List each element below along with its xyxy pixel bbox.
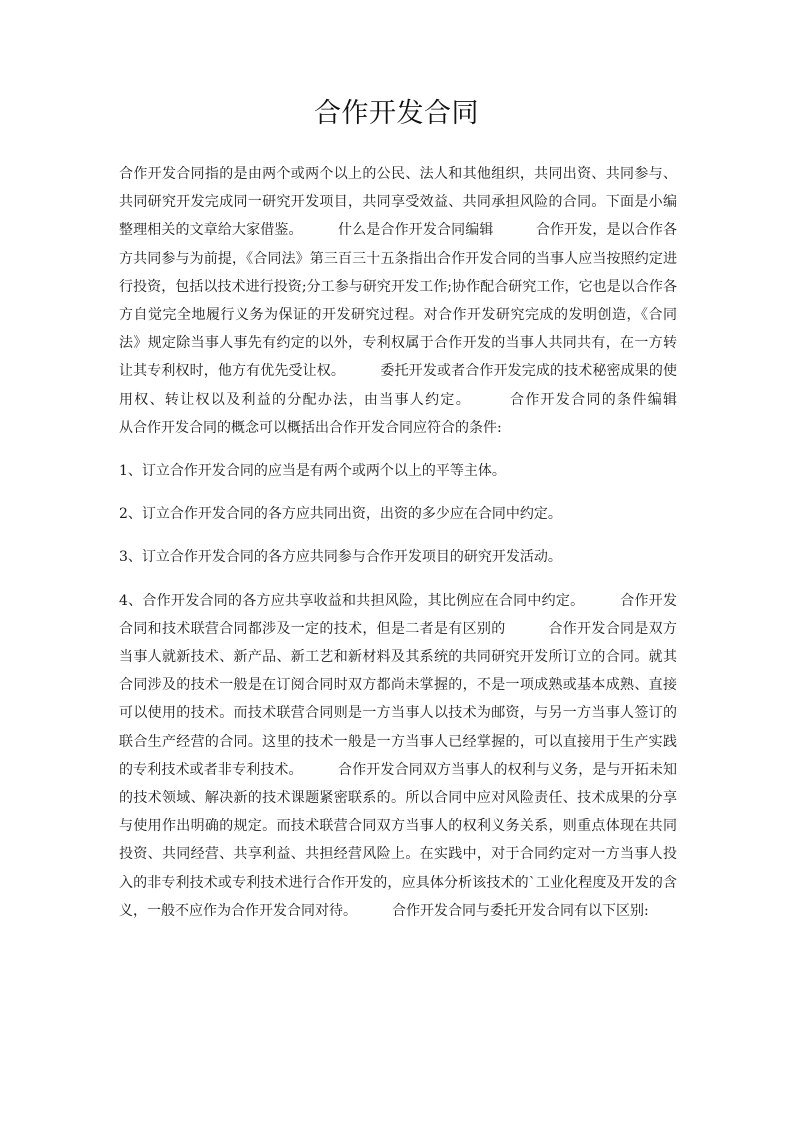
document-body (119, 160, 719, 925)
condition-item-3: 3、订立合作开发合同的各方应共同参与合作开发项目的研究开发活动。 (119, 549, 562, 566)
condition-item-2: 2、订立合作开发合同的各方应共同出资，出资的多少应在合同中约定。 (119, 506, 562, 523)
intro-paragraph: 合作开发合同指的是由两个或两个以上的公民、法人和其他组织，共同出资、共同参与、共同研究开发完成同一研究开发项目，共同享受效益、共同承担风险的合同。下面是小编整理相关的文章给大家借鉴。 什么是合作开发合同编辑 合作开发，是以合作各方共同参与为前提，《合同法》第三百三十五条指出合作开发合同的当事人应当按照约定进行投资，包括以技术进行投资;分工参与研究开发工作;协作配合研究工作，它也是以合作各方自觉完全地履行义务为保证的开发研究过程。对合作开发研究完成的发明创造，《合同法》规定除当事人事先有约定的以外，专利权属于合作开发的当事人共同共有，在一方转让其专利权时，他方有优先受让权。 委托开发或者合作开发完成的技术秘密成果的使用权、转让权以及利益的分配办法，由当事人约定。 合作开发合同的条件编辑 从合作开发合同的概念可以概括出合作开发合同应符合的条件: (119, 166, 719, 436)
condition-item-1: 1、订立合作开发合同的应当是有两个或两个以上的平等主体。 (119, 463, 506, 480)
document-title: 合作开发合同 (314, 98, 479, 129)
condition-item-4: 4、合作开发合同的各方应共享收益和共担风险，其比例应在合同中约定。 合作开发合同和技术联营合同都涉及一定的技术，但是二者是有区别的 合作开发合同是双方当事人就新技术、新产品、新工艺和新材料及其系统的共同研究开发所订立的合同。就其合同涉及的技术一般是在订阅合同时双方都尚未掌握的，不是一项成熟或基本成熟、直接可以使用的技术。而技术联营合同则是一方当事人以技术为邮资，与另一方当事人签订的联合生产经营的合同。这里的技术一般是一方当事人已经掌握的，可以直接用于生产实践的专利技术或者非专利技术。 合作开发合同双方当事人的权利与义务，是与开拓未知的技术领域、解决新的技术课题紧密联系的。所以合同中应对风险责任、技术成果的分享与使用作出明确的规定。而技术联营合同双方当事人的权利义务关系，则重点体现在共同投资、共同经营、共享利益、共担经营风险上。在实践中，对于合同约定对一方当事人投入的非专利技术或专利技术进行合作开发的，应具体分析该技术的`工业化程度及开发的含义，一般不应作为合作开发合同对待。 合作开发合同与委托开发合同有以下区别: (119, 592, 677, 919)
